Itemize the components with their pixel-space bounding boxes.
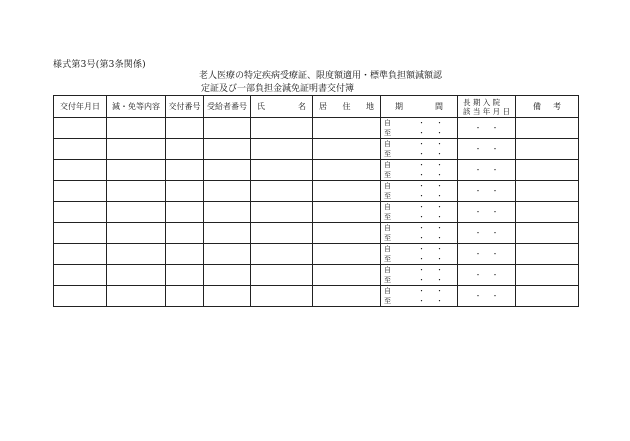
cell-remarks <box>516 160 579 181</box>
period-from-label: 自 <box>384 245 391 253</box>
table-row <box>54 265 579 286</box>
cell-reduction-details <box>107 181 166 202</box>
period-to-label: 至 <box>384 255 391 263</box>
cell-address <box>313 244 381 265</box>
cell-remarks <box>516 265 579 286</box>
col-remarks-part-1: 備 <box>533 102 541 111</box>
cell-name <box>251 139 313 160</box>
col-period <box>381 96 458 118</box>
table-row <box>54 286 579 307</box>
date-separator-dot: ・ <box>418 255 425 263</box>
cell-long-stay-date <box>458 139 516 160</box>
date-separator-dot: ・ <box>474 229 482 237</box>
period-to-label: 至 <box>384 234 391 242</box>
date-separator-dot: ・ <box>436 266 443 274</box>
col-reduction-details: 減・免等内容 <box>107 96 166 118</box>
cell-long-stay-date <box>458 181 516 202</box>
col-long-stay-line-2: 該 当 年 月 日 <box>463 106 511 116</box>
cell-recipient-number <box>204 139 251 160</box>
col-name-part-1: 氏 <box>257 102 265 111</box>
date-separator-dot: ・ <box>418 140 425 148</box>
cell-reduction-details <box>107 202 166 223</box>
ledger-body <box>54 118 579 307</box>
cell-issue-number <box>166 181 204 202</box>
period-from-label: 自 <box>384 140 391 148</box>
date-separator-dot: ・ <box>418 129 425 137</box>
cell-issue-number <box>166 139 204 160</box>
cell-remarks <box>516 118 579 139</box>
date-separator-dot: ・ <box>474 145 482 153</box>
cell-address <box>313 181 381 202</box>
document-title <box>199 70 442 96</box>
cell-issue-number <box>166 244 204 265</box>
cell-issue-number <box>166 286 204 307</box>
cell-period <box>381 139 458 160</box>
col-remarks <box>516 96 579 118</box>
cell-recipient-number <box>204 265 251 286</box>
cell-address <box>313 139 381 160</box>
period-to-label: 至 <box>384 276 391 284</box>
period-from-label: 自 <box>384 287 391 295</box>
table-row <box>54 160 579 181</box>
cell-issue-date <box>54 265 107 286</box>
cell-address <box>313 118 381 139</box>
date-separator-dot: ・ <box>418 276 425 284</box>
date-separator-dot: ・ <box>436 140 443 148</box>
date-separator-dot: ・ <box>418 192 425 200</box>
cell-name <box>251 202 313 223</box>
cell-issue-date <box>54 160 107 181</box>
cell-remarks <box>516 286 579 307</box>
date-separator-dot: ・ <box>436 297 443 305</box>
cell-period <box>381 181 458 202</box>
cell-issue-date <box>54 223 107 244</box>
title-line-1: 老人医療の特定疾病受療証、限度額適用・標準負担額減額認 <box>199 71 443 81</box>
col-name-part-2: 名 <box>298 102 306 111</box>
period-from-label: 自 <box>384 224 391 232</box>
date-separator-dot: ・ <box>436 245 443 253</box>
col-address <box>313 96 381 118</box>
date-separator-dot: ・ <box>418 182 425 190</box>
cell-issue-date <box>54 244 107 265</box>
date-separator-dot: ・ <box>418 150 425 158</box>
date-separator-dot: ・ <box>436 192 443 200</box>
date-separator-dot: ・ <box>491 208 499 216</box>
cell-long-stay-date <box>458 244 516 265</box>
col-name <box>251 96 313 118</box>
date-separator-dot: ・ <box>418 171 425 179</box>
cell-long-stay-date <box>458 160 516 181</box>
cell-recipient-number <box>204 202 251 223</box>
form-number: 様式第3号(第3条関係) <box>53 60 146 70</box>
cell-issue-number <box>166 118 204 139</box>
date-separator-dot: ・ <box>436 255 443 263</box>
cell-name <box>251 265 313 286</box>
cell-reduction-details <box>107 139 166 160</box>
col-period-part-1: 期 <box>395 102 403 111</box>
cell-recipient-number <box>204 160 251 181</box>
period-from-label: 自 <box>384 203 391 211</box>
cell-period <box>381 118 458 139</box>
col-address-part-2: 住 <box>342 102 351 111</box>
cell-period <box>381 286 458 307</box>
date-separator-dot: ・ <box>418 297 425 305</box>
cell-issue-date <box>54 286 107 307</box>
date-separator-dot: ・ <box>436 234 443 242</box>
cell-reduction-details <box>107 244 166 265</box>
cell-name <box>251 160 313 181</box>
cell-long-stay-date <box>458 202 516 223</box>
cell-recipient-number <box>204 118 251 139</box>
date-separator-dot: ・ <box>474 187 482 195</box>
cell-remarks <box>516 244 579 265</box>
cell-reduction-details <box>107 223 166 244</box>
period-to-label: 至 <box>384 297 391 305</box>
cell-long-stay-date <box>458 286 516 307</box>
period-to-label: 至 <box>384 171 391 179</box>
date-separator-dot: ・ <box>436 203 443 211</box>
table-row <box>54 244 579 265</box>
table-row <box>54 202 579 223</box>
cell-reduction-details <box>107 118 166 139</box>
cell-issue-date <box>54 202 107 223</box>
cell-recipient-number <box>204 244 251 265</box>
period-from-label: 自 <box>384 161 391 169</box>
table-row <box>54 118 579 139</box>
cell-period <box>381 202 458 223</box>
col-remarks-part-2: 考 <box>553 102 561 111</box>
col-issue-number: 交付番号 <box>166 96 204 118</box>
col-long-stay-line-1: 長 期 入 院 <box>463 97 501 107</box>
title-line-2: 定証及び一部負担金減免証明書交付簿 <box>201 84 355 94</box>
table-header-row <box>54 96 579 118</box>
cell-issue-date <box>54 139 107 160</box>
cell-name <box>251 286 313 307</box>
cell-reduction-details <box>107 265 166 286</box>
date-separator-dot: ・ <box>474 250 482 258</box>
date-separator-dot: ・ <box>491 250 499 258</box>
cell-name <box>251 244 313 265</box>
date-separator-dot: ・ <box>491 145 499 153</box>
date-separator-dot: ・ <box>418 224 425 232</box>
date-separator-dot: ・ <box>474 166 482 174</box>
date-separator-dot: ・ <box>436 150 443 158</box>
date-separator-dot: ・ <box>491 187 499 195</box>
col-recipient-number: 受給者番号 <box>204 96 251 118</box>
cell-address <box>313 265 381 286</box>
date-separator-dot: ・ <box>474 124 482 132</box>
date-separator-dot: ・ <box>491 271 499 279</box>
date-separator-dot: ・ <box>491 166 499 174</box>
cell-recipient-number <box>204 181 251 202</box>
date-separator-dot: ・ <box>418 266 425 274</box>
cell-long-stay-date <box>458 265 516 286</box>
cell-long-stay-date <box>458 223 516 244</box>
cell-remarks <box>516 223 579 244</box>
cell-recipient-number <box>204 223 251 244</box>
cell-period <box>381 160 458 181</box>
date-separator-dot: ・ <box>491 292 499 300</box>
date-separator-dot: ・ <box>491 124 499 132</box>
date-separator-dot: ・ <box>436 213 443 221</box>
cell-period <box>381 223 458 244</box>
date-separator-dot: ・ <box>418 213 425 221</box>
date-separator-dot: ・ <box>418 234 425 242</box>
date-separator-dot: ・ <box>418 287 425 295</box>
period-to-label: 至 <box>384 129 391 137</box>
period-from-label: 自 <box>384 119 391 127</box>
col-issue-date: 交付年月日 <box>54 96 107 118</box>
date-separator-dot: ・ <box>436 171 443 179</box>
date-separator-dot: ・ <box>418 161 425 169</box>
period-to-label: 至 <box>384 150 391 158</box>
cell-address <box>313 202 381 223</box>
period-to-label: 至 <box>384 192 391 200</box>
cell-issue-number <box>166 160 204 181</box>
col-long-stay-date <box>458 96 516 118</box>
date-separator-dot: ・ <box>418 119 425 127</box>
period-from-label: 自 <box>384 182 391 190</box>
cell-remarks <box>516 181 579 202</box>
date-separator-dot: ・ <box>436 161 443 169</box>
date-separator-dot: ・ <box>436 129 443 137</box>
col-address-part-1: 居 <box>319 102 327 111</box>
cell-period <box>381 244 458 265</box>
cell-recipient-number <box>204 286 251 307</box>
cell-reduction-details <box>107 160 166 181</box>
cell-remarks <box>516 202 579 223</box>
cell-long-stay-date <box>458 118 516 139</box>
cell-name <box>251 118 313 139</box>
cell-address <box>313 286 381 307</box>
cell-issue-date <box>54 118 107 139</box>
date-separator-dot: ・ <box>474 292 482 300</box>
table-row <box>54 139 579 160</box>
date-separator-dot: ・ <box>436 287 443 295</box>
date-separator-dot: ・ <box>436 182 443 190</box>
cell-address <box>313 223 381 244</box>
issuance-ledger-table <box>53 95 579 307</box>
col-period-part-2: 間 <box>435 102 443 111</box>
cell-name <box>251 181 313 202</box>
date-separator-dot: ・ <box>474 271 482 279</box>
cell-address <box>313 160 381 181</box>
cell-issue-number <box>166 265 204 286</box>
cell-issue-number <box>166 223 204 244</box>
date-separator-dot: ・ <box>474 208 482 216</box>
cell-remarks <box>516 139 579 160</box>
date-separator-dot: ・ <box>418 245 425 253</box>
cell-issue-number <box>166 202 204 223</box>
date-separator-dot: ・ <box>491 229 499 237</box>
date-separator-dot: ・ <box>436 224 443 232</box>
period-to-label: 至 <box>384 213 391 221</box>
period-from-label: 自 <box>384 266 391 274</box>
cell-reduction-details <box>107 286 166 307</box>
col-address-part-3: 地 <box>366 102 374 111</box>
table-row <box>54 223 579 244</box>
date-separator-dot: ・ <box>436 119 443 127</box>
cell-issue-date <box>54 181 107 202</box>
cell-period <box>381 265 458 286</box>
table-row <box>54 181 579 202</box>
date-separator-dot: ・ <box>418 203 425 211</box>
cell-name <box>251 223 313 244</box>
date-separator-dot: ・ <box>436 276 443 284</box>
